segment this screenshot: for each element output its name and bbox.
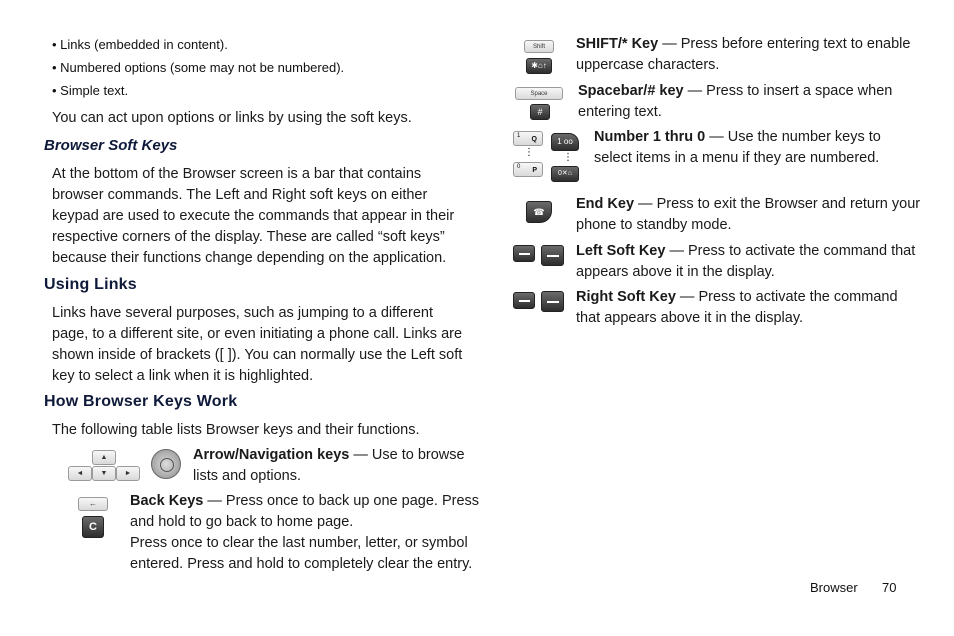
right-soft-key-desc: — Press to activate the command: [675, 289, 898, 305]
arrow-keys-desc: — Use to browse: [349, 447, 465, 463]
space-key-name: Spacebar/# key: [578, 83, 684, 99]
arrow-keys-desc-line2: lists and options.: [193, 468, 302, 484]
arrow-keys-name: Arrow/Navigation keys: [193, 447, 350, 463]
number-one-dark-key: [551, 133, 579, 151]
soft-key-dash-icon: [547, 255, 559, 257]
paragraph-line: Links have several purposes, such as jumping to a different: [52, 305, 433, 321]
back-keys-desc-line2: and hold to go back to home page.: [130, 514, 354, 530]
down-arrow-icon: ▼: [100, 470, 108, 477]
navigation-pad-icon: [151, 449, 181, 479]
shift-key-label: Shift: [532, 44, 545, 50]
space-key-desc: — Press to insert a space when: [683, 83, 893, 99]
number-keys-name: Number 1 thru 0: [594, 129, 706, 145]
number-zero-dark-key: [551, 166, 579, 182]
end-key-desc-line2: phone to standby mode.: [576, 217, 732, 233]
end-key-name: End Key: [576, 196, 635, 212]
space-key: [515, 87, 563, 100]
shift-key-desc-line1: [576, 34, 910, 55]
footer-section-name: Browser: [810, 580, 858, 595]
shift-key: [524, 40, 554, 53]
back-keys-desc-line4: entered. Press and hold to completely clear the entry.: [130, 556, 473, 572]
right-soft-key-large: [541, 291, 564, 312]
back-keys-desc: — Press once to back up one page. Press: [203, 493, 480, 509]
right-soft-key-small: [513, 292, 535, 309]
shift-key-desc: — Press before entering text to enable: [658, 36, 911, 52]
right-soft-key-desc-line2: that appears above it in the display.: [576, 310, 804, 326]
number-keys-desc-line2: select items in a menu if they are numbered.: [594, 150, 880, 166]
shift-key-name: SHIFT/* Key: [576, 36, 659, 52]
paragraph-line: respective corners of the display. These are called “soft keys”: [52, 229, 445, 245]
up-arrow-icon: ▲: [100, 454, 108, 461]
keys-table-intro: The following table lists Browser keys and their functions.: [52, 422, 420, 438]
space-key-desc-line2: entering text.: [578, 104, 662, 120]
end-key-desc: — Press to exit the Browser and return your: [634, 196, 921, 212]
one-label: 1: [517, 133, 521, 139]
number-keys-desc-line1: [594, 127, 881, 148]
paragraph-line: page, to a different site, or even initiating a phone call. Links are: [52, 326, 463, 342]
back-keys-name: Back Keys: [130, 493, 204, 509]
soft-key-dash-icon: [519, 253, 530, 255]
soft-key-dash-icon: [547, 301, 559, 303]
right-arrow-icon: ►: [124, 470, 132, 477]
back-arrow-icon: ←: [89, 499, 97, 508]
paragraph-line: because their functions change depending on the application.: [52, 250, 447, 266]
bullet-links: • Links (embedded in content).: [52, 37, 228, 52]
right-soft-key-desc-line1: [576, 287, 898, 308]
heading-browser-soft-keys: Browser Soft Keys: [44, 137, 178, 154]
zero-label: 0: [517, 164, 521, 170]
soft-key-dash-icon: [519, 300, 530, 302]
heading-using-links: Using Links: [44, 276, 137, 293]
nav-down-key: [92, 466, 116, 481]
paragraph-line: key to select a link when it is highlighted.: [52, 368, 314, 384]
left-soft-key-desc-line2: appears above it in the display.: [576, 264, 775, 280]
footer-page-number: 70: [882, 580, 897, 595]
bullet-numbered-options: • Numbered options (some may not be numbered).: [52, 60, 345, 75]
hash-key-icon: #: [537, 107, 543, 117]
back-key: [78, 497, 108, 511]
number-keys-desc: — Use the number keys to: [705, 129, 881, 145]
space-key-desc-line1: [578, 81, 892, 102]
back-keys-desc-line3: Press once to clear the last number, letter, or symbol: [130, 535, 468, 551]
clear-c-icon: C: [89, 521, 97, 533]
nav-right-key: [116, 466, 140, 481]
nav-up-key: [92, 450, 116, 465]
soft-keys-paragraph: [52, 164, 454, 269]
number-zero-p-key: [513, 162, 543, 177]
paragraph-line: keypad are used to execute the commands that appear in their: [52, 208, 455, 224]
space-key-label: Space: [530, 91, 548, 97]
p-label: P: [532, 167, 537, 174]
hash-key: [530, 104, 550, 120]
q-label: Q: [531, 136, 537, 143]
number-one-q-key: [513, 131, 543, 146]
end-key: [526, 201, 552, 223]
left-soft-key-desc-line1: [576, 241, 915, 262]
dots-icon: ⋮: [524, 147, 534, 158]
clear-key: [82, 516, 104, 538]
bullet-simple-text: • Simple text.: [52, 83, 129, 98]
right-soft-key-name: Right Soft Key: [576, 289, 676, 305]
arrow-keys-desc-line1: [193, 445, 465, 466]
paragraph-line: shown inside of brackets ([ ]). You can normally use the Left soft: [52, 347, 463, 363]
phone-end-icon: ☎: [533, 207, 545, 217]
back-keys-desc-line1: [130, 491, 479, 512]
act-upon-text: You can act upon options or links by using the soft keys.: [52, 110, 412, 126]
dots-icon: ⋮: [563, 152, 573, 163]
one-voicemail-icon: 1 oo: [557, 137, 573, 146]
nav-pad-center-icon: [160, 458, 174, 472]
using-links-paragraph: [52, 303, 462, 387]
left-arrow-icon: ◄: [76, 470, 84, 477]
left-soft-key-large: [541, 245, 564, 266]
zero-symbol-icon: 0✕⌂: [558, 170, 572, 177]
shift-key-desc-line2: uppercase characters.: [576, 57, 720, 73]
nav-left-key: [68, 466, 92, 481]
left-soft-key-small: [513, 245, 535, 262]
end-key-desc-line1: [576, 194, 920, 215]
paragraph-line: At the bottom of the Browser screen is a bar that contains: [52, 166, 422, 182]
paragraph-line: browser commands. The Left and Right soft keys on either: [52, 187, 428, 203]
star-key: [526, 58, 552, 74]
left-soft-key-desc: — Press to activate the command that: [665, 243, 916, 259]
left-soft-key-name: Left Soft Key: [576, 243, 666, 259]
star-key-icon: ✱⌂↑: [531, 61, 547, 70]
heading-how-browser-keys-work: How Browser Keys Work: [44, 393, 238, 410]
